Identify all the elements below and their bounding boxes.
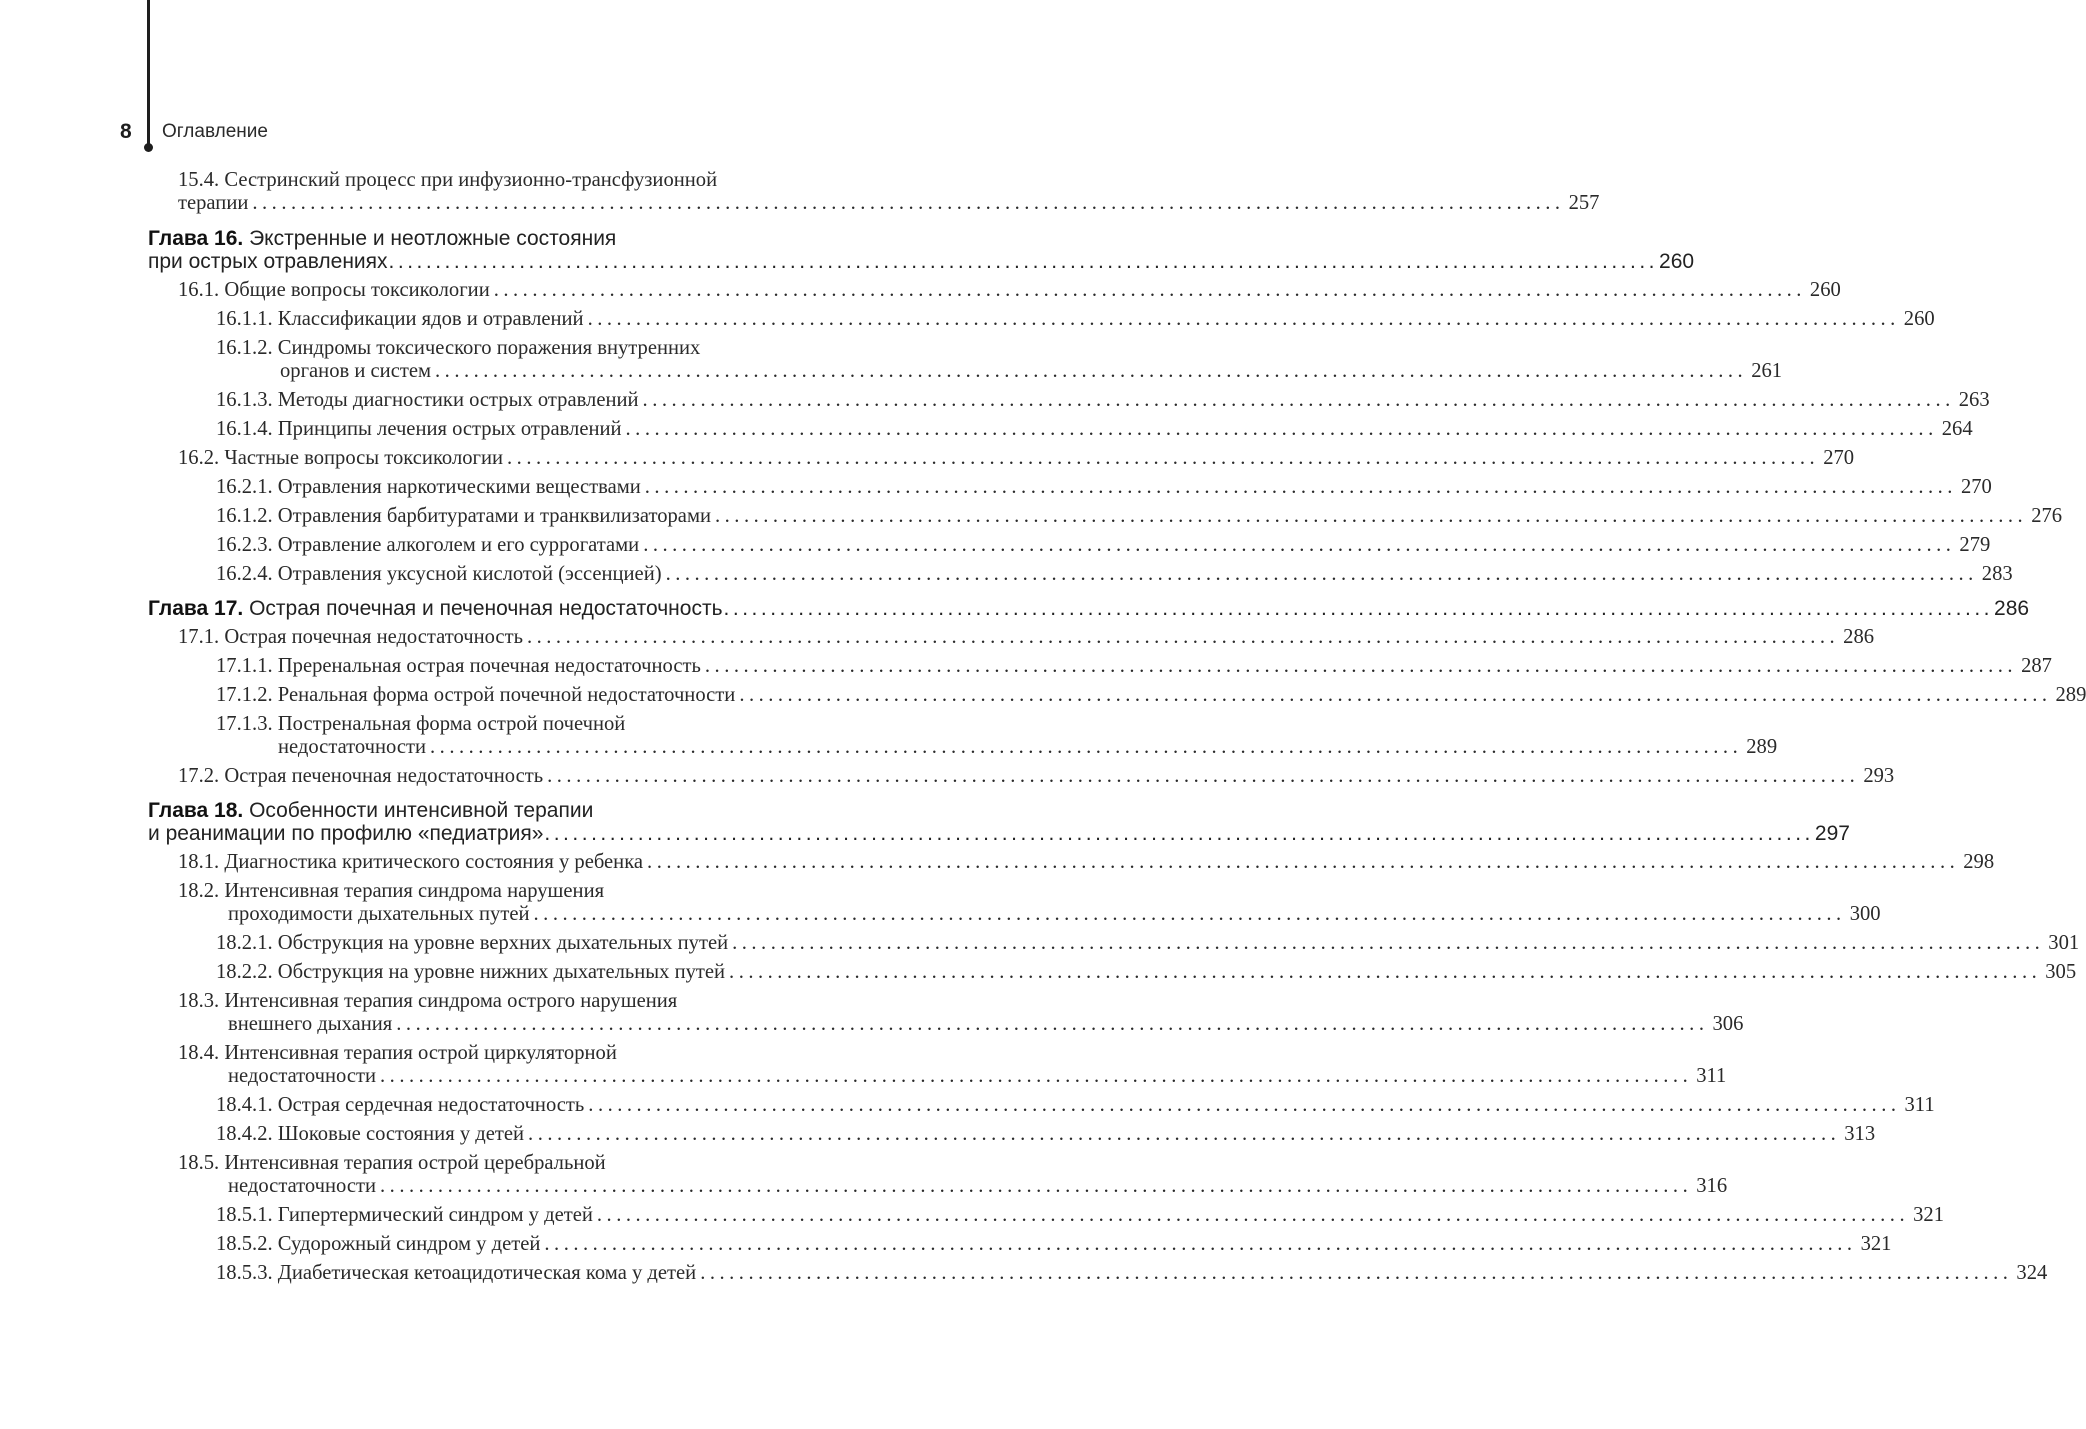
toc-entry-line[interactable]: 16.2. Частные вопросы токсикологии ........................................................................................................................................ 270 (178, 447, 1855, 469)
toc-entry-title: 17.1.3. Постренальная форма острой почечной (216, 713, 626, 735)
toc-page-number: 264 (1941, 418, 1973, 440)
toc-page-number: 261 (1751, 360, 1783, 382)
toc-page-number: 300 (1849, 903, 1881, 925)
dot-leader: ........................................................................................................................................ (388, 250, 1659, 273)
running-header: Оглавление (162, 121, 268, 142)
toc-entry-line[interactable]: 16.1.2. Отравления барбитуратами и транквилизаторами ........................................................................................................................................ 276 (216, 505, 2063, 527)
toc-entry-line[interactable]: 16.2.3. Отравление алкоголем и его суррогатами ........................................................................................................................................ 279 (216, 534, 1991, 556)
dot-leader: ........................................................................................................................................ (544, 1233, 1857, 1255)
toc-entry-line[interactable]: 16.2.1. Отравления наркотическими веществами ........................................................................................................................................ 270 (216, 476, 1992, 498)
toc-entry-line[interactable]: терапии ........................................................................................................................................ 257 (178, 192, 1600, 214)
toc-entry-line[interactable]: 16.2.4. Отравления уксусной кислотой (эссенцией) ........................................................................................................................................ 283 (216, 563, 2013, 585)
chapter-entry-line[interactable]: и реанимации по профилю «педиатрия» ........................................................................................................................................ 297 (148, 822, 1850, 845)
toc-entry-title: 18.5. Интенсивная терапия острой церебральной (178, 1152, 606, 1174)
margin-rule-dot (144, 143, 153, 152)
dot-leader: ........................................................................................................................................ (729, 961, 2042, 983)
toc-entry-line[interactable]: 17.2. Острая печеночная недостаточность ........................................................................................................................................ 293 (178, 765, 1895, 787)
toc-page-number: 324 (2016, 1262, 2048, 1284)
toc-page-number: 260 (1659, 250, 1695, 273)
toc-page-number: 270 (1960, 476, 1992, 498)
toc-entry-line[interactable]: недостаточности ........................................................................................................................................ 289 (278, 736, 1778, 758)
toc-entry-line[interactable]: 18.5.3. Диабетическая кетоацидотическая кома у детей ........................................................................................................................................ 324 (216, 1262, 2048, 1284)
toc-entry-line[interactable]: недостаточности ........................................................................................................................................ 311 (228, 1065, 1727, 1087)
toc-entry-title: 18.3. Интенсивная терапия синдрома острого нарушения (178, 990, 678, 1012)
dot-leader: ........................................................................................................................................ (533, 903, 1846, 925)
toc-page-number: 311 (1696, 1065, 1727, 1087)
toc-page-number: 283 (1981, 563, 2013, 585)
dot-leader: ........................................................................................................................................ (647, 851, 1960, 873)
dot-leader: ........................................................................................................................................ (587, 308, 1900, 330)
toc-entry-line[interactable]: 16.1.4. Принципы лечения острых отравлений ........................................................................................................................................ 264 (216, 418, 1973, 440)
dot-leader: ........................................................................................................................................ (732, 932, 2045, 954)
toc-entry-line[interactable]: 16.1.1. Классификации ядов и отравлений ........................................................................................................................................ 260 (216, 308, 1935, 330)
dot-leader: ........................................................................................................................................ (380, 1175, 1693, 1197)
toc-page-number: 289 (2055, 684, 2086, 706)
dot-leader: ........................................................................................................................................ (588, 1094, 1901, 1116)
toc-entry-line[interactable]: проходимости дыхательных путей ........................................................................................................................................ 300 (228, 903, 1881, 925)
toc-page-number: 313 (1844, 1123, 1876, 1145)
dot-leader: ........................................................................................................................................ (430, 736, 1743, 758)
toc-entry-line[interactable]: внешнего дыхания ........................................................................................................................................ 306 (228, 1013, 1744, 1035)
dot-leader: ........................................................................................................................................ (380, 1065, 1693, 1087)
toc-entry-line[interactable]: органов и систем ........................................................................................................................................ 261 (280, 360, 1783, 382)
toc-page-number: 287 (2021, 655, 2052, 677)
dot-leader: ........................................................................................................................................ (700, 1262, 2013, 1284)
toc-page-number: 321 (1913, 1204, 1944, 1226)
page-number: 8 (120, 120, 132, 143)
dot-leader: ........................................................................................................................................ (396, 1013, 1709, 1035)
toc-entry-line[interactable]: 18.5.1. Гипертермический синдром у детей ........................................................................................................................................ 321 (216, 1204, 1944, 1226)
toc-page-number: 298 (1963, 851, 1995, 873)
toc-page-number: 260 (1903, 308, 1935, 330)
toc-entry-title: 18.2. Интенсивная терапия синдрома нарушения (178, 880, 605, 902)
dot-leader: ........................................................................................................................................ (547, 765, 1860, 787)
toc-entry-line[interactable]: 17.1. Острая почечная недостаточность ........................................................................................................................................ 286 (178, 626, 1875, 648)
toc-page-number: 257 (1568, 192, 1600, 214)
dot-leader: ........................................................................................................................................ (435, 360, 1748, 382)
toc-page-number: 286 (1994, 597, 2030, 620)
toc-page-number: 270 (1823, 447, 1855, 469)
toc-page-number: 260 (1809, 279, 1841, 301)
chapter-label: Глава 17. (148, 597, 244, 620)
chapter-entry-line[interactable]: при острых отравлениях ........................................................................................................................................ 260 (148, 250, 1695, 273)
toc-entry-title: 15.4. Сестринский процесс при инфузионно-трансфузионной (178, 169, 718, 191)
toc-entry-line[interactable]: недостаточности ........................................................................................................................................ 316 (228, 1175, 1728, 1197)
toc-page-number: 311 (1904, 1094, 1935, 1116)
dot-leader: ........................................................................................................................................ (643, 534, 1956, 556)
dot-leader: ........................................................................................................................................ (252, 192, 1565, 214)
toc-page-number: 279 (1959, 534, 1991, 556)
toc-entry-line[interactable]: 18.4.1. Острая сердечная недостаточность ........................................................................................................................................ 311 (216, 1094, 1935, 1116)
toc-entry-line[interactable]: 16.1.3. Методы диагностики острых отравлений ........................................................................................................................................ 263 (216, 389, 1990, 411)
dot-leader: ........................................................................................................................................ (715, 505, 2028, 527)
dot-leader: ........................................................................................................................................ (507, 447, 1820, 469)
toc-page-number: 276 (2031, 505, 2063, 527)
toc-page-number: 316 (1696, 1175, 1728, 1197)
toc-entry-title: 16.1.2. Синдромы токсического поражения внутренних (216, 337, 701, 359)
dot-leader: ........................................................................................................................................ (544, 822, 1814, 845)
toc-page-number: 321 (1860, 1233, 1892, 1255)
toc-entry-line[interactable]: 18.2.1. Обструкция на уровне верхних дыхательных путей ........................................................................................................................................ 301 (216, 932, 2080, 954)
toc-page-number: 306 (1712, 1013, 1744, 1035)
toc-page-number: 305 (2045, 961, 2077, 983)
toc-entry-line[interactable]: 18.4.2. Шоковые состояния у детей ........................................................................................................................................ 313 (216, 1123, 1876, 1145)
chapter-label: Глава 18. (148, 799, 244, 822)
margin-rule (147, 0, 150, 146)
toc-page-number: 286 (1843, 626, 1875, 648)
toc-entry-line[interactable]: 16.1. Общие вопросы токсикологии ........................................................................................................................................ 260 (178, 279, 1841, 301)
dot-leader: ........................................................................................................................................ (642, 389, 1955, 411)
dot-leader: ........................................................................................................................................ (596, 1204, 1910, 1226)
toc-page-number: 297 (1814, 822, 1850, 845)
toc-page-number: 263 (1958, 389, 1990, 411)
dot-leader: ........................................................................................................................................ (723, 597, 1994, 620)
dot-leader: ........................................................................................................................................ (528, 1123, 1841, 1145)
toc-entry-line[interactable]: 17.1.1. Преренальная острая почечная недостаточность ........................................................................................................................................ 287 (216, 655, 2052, 677)
toc-entry-line[interactable]: 17.1.2. Ренальная форма острой почечной недостаточности ........................................................................................................................................ 289 (216, 684, 2086, 706)
dot-leader: ........................................................................................................................................ (665, 563, 1978, 585)
dot-leader: ........................................................................................................................................ (493, 279, 1806, 301)
toc-entry-line[interactable]: 18.5.2. Судорожный синдром у детей ........................................................................................................................................ 321 (216, 1233, 1892, 1255)
dot-leader: ........................................................................................................................................ (625, 418, 1938, 440)
toc-entry-title: 18.4. Интенсивная терапия острой циркуляторной (178, 1042, 617, 1064)
toc-page-number: 289 (1746, 736, 1778, 758)
toc-page-number: 301 (2048, 932, 2080, 954)
toc-page-number: 293 (1863, 765, 1895, 787)
dot-leader: ........................................................................................................................................ (739, 684, 2052, 706)
toc-entry-line[interactable]: 18.2.2. Обструкция на уровне нижних дыхательных путей ........................................................................................................................................ 305 (216, 961, 2077, 983)
chapter-heading: Глава 18. Особенности интенсивной терапии (148, 799, 594, 822)
chapter-entry-line[interactable]: Глава 17. Острая почечная и печеночная недостаточность ........................................................................................................................................ 286 (148, 597, 2030, 620)
chapter-label: Глава 16. (148, 227, 244, 250)
dot-leader: ........................................................................................................................................ (644, 476, 1957, 498)
dot-leader: ........................................................................................................................................ (526, 626, 1840, 648)
toc-entry-line[interactable]: 18.1. Диагностика критического состояния у ребенка ........................................................................................................................................ 298 (178, 851, 1995, 873)
chapter-heading: Глава 16. Экстренные и неотложные состояния (148, 227, 617, 250)
dot-leader: ........................................................................................................................................ (704, 655, 2018, 677)
